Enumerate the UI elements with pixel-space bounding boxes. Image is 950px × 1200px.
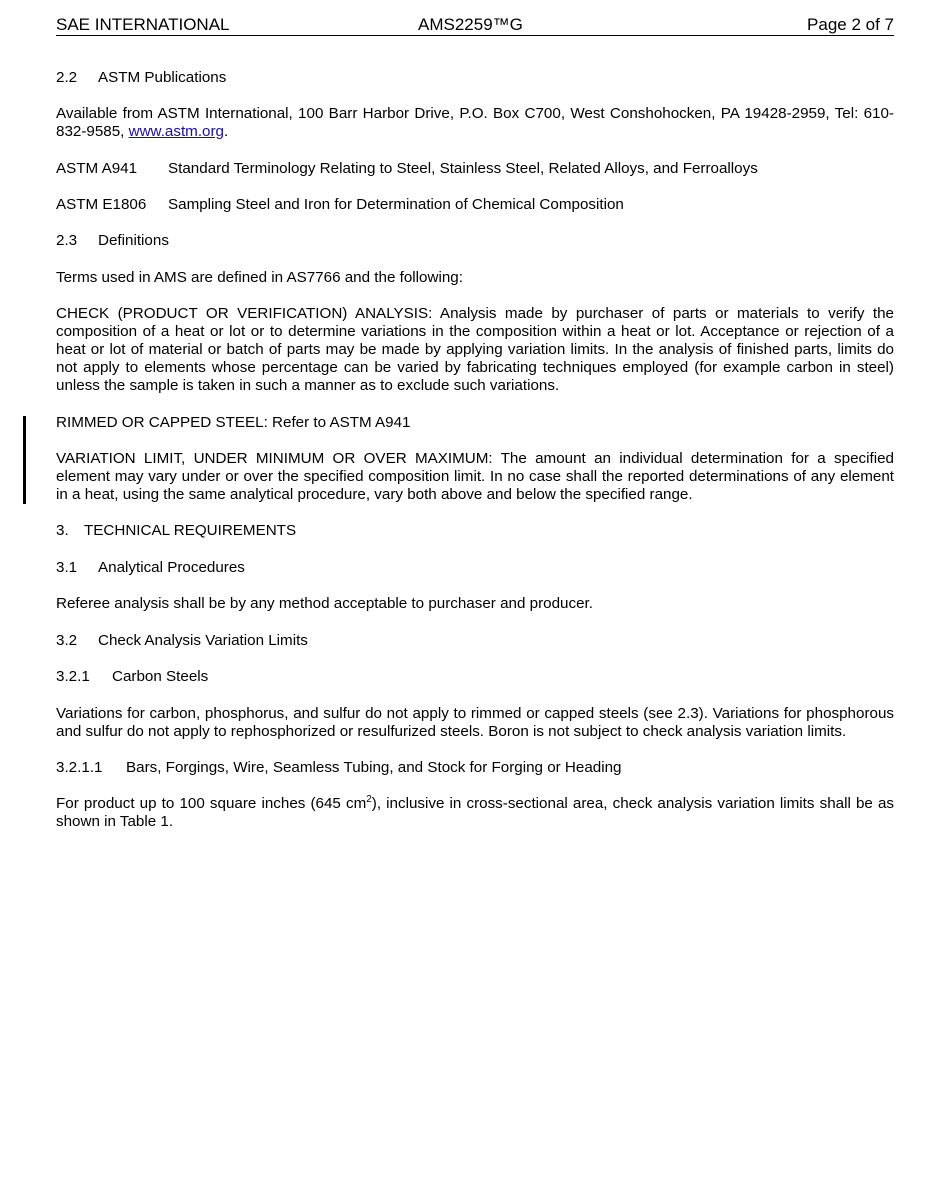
reference-title: Sampling Steel and Iron for Determination of Chemical Composition: [168, 196, 624, 213]
reference-id: ASTM A941: [56, 160, 138, 177]
definition-rimmed-steel: RIMMED OR CAPPED STEEL: Refer to ASTM A941: [56, 414, 411, 431]
header-document-id: AMS2259™G: [418, 15, 523, 34]
section-title: Check Analysis Variation Limits: [98, 632, 308, 649]
astm-availability-paragraph: [56, 105, 894, 141]
section-number: 3.2.1.1: [56, 759, 103, 776]
reference-id: ASTM E1806: [56, 196, 147, 213]
section-number: 3.: [56, 522, 69, 539]
section-number: 2.2: [56, 69, 78, 86]
section-title: Definitions: [98, 232, 169, 249]
section-title: ASTM Publications: [98, 69, 227, 86]
reference-astm-e1806: [56, 196, 894, 214]
definition-check-analysis: CHECK (PRODUCT OR VERIFICATION) ANALYSIS: Analysis made by purchaser of parts or materials to verify the composition of a heat or lot or to determine variations in the composition within a heat or lot. Acceptance or rejection of a heat or lot of material or batch of parts may be made by applying variation limits. In the analysis of finished parts, limits do not apply to elements whose percentage can be varied by fabricating techniques employed (for example carbon in steel) unless the sample is taken in such a manner as to exclude such variations.: [56, 305, 894, 394]
header-page-number: Page 2 of 7: [807, 15, 894, 34]
reference-astm-a941: [56, 160, 894, 178]
astm-website-link[interactable]: www.astm.org: [128, 123, 224, 140]
section-title: Analytical Procedures: [98, 559, 245, 576]
definitions-intro: Terms used in AMS are defined in AS7766 and the following:: [56, 269, 463, 286]
section-title: Bars, Forgings, Wire, Seamless Tubing, and Stock for Forging or Heading: [126, 759, 622, 776]
product-size-paragraph: [56, 795, 894, 831]
reference-title: Standard Terminology Relating to Steel, Stainless Steel, Related Alloys, and Ferroalloys: [168, 160, 758, 177]
section-number: 3.2.1: [56, 668, 90, 685]
section-number: 3.2: [56, 632, 78, 649]
definition-variation-limit: VARIATION LIMIT, UNDER MINIMUM OR OVER MAXIMUM: The amount an individual determination for a specified element may vary under or over the specified composition limit. In no case shall the reported determinations of any element in a heat, using the same analytical procedure, vary both above and below the specified range.: [56, 450, 894, 503]
section-number: 2.3: [56, 232, 78, 249]
section-title: Carbon Steels: [112, 668, 209, 685]
product-text-after: ), inclusive in cross-sectional area, check analysis variation limits shall be as shown in Table 1.: [56, 795, 894, 830]
section-heading-2-3: [56, 232, 894, 250]
section-title: TECHNICAL REQUIREMENTS: [84, 522, 297, 539]
carbon-steels-text: Variations for carbon, phosphorus, and sulfur do not apply to rimmed or capped steels (see 2.3). Variations for phosphorous and sulfur do not apply to rephosphorized or resulfurized steels. Boron is not subject to check analysis variation limits.: [56, 705, 894, 740]
availability-text: Available from ASTM International, 100 Barr Harbor Drive, P.O. Box C700, West Conshohocken, PA 19428-2959, Tel: 610-832-9585,: [56, 105, 894, 140]
revision-change-bar: [23, 416, 26, 504]
availability-end: .: [224, 123, 229, 140]
superscript-squared: 2: [366, 793, 372, 805]
header-organization: SAE INTERNATIONAL: [56, 15, 230, 34]
section-number: 3.1: [56, 559, 78, 576]
section-heading-3-2: [56, 632, 894, 650]
product-text-before: For product up to 100 square inches (645 cm: [56, 795, 367, 812]
section-heading-2-2: [56, 69, 894, 87]
section-heading-3-2-1-1: [56, 759, 894, 777]
section-heading-3: [56, 522, 894, 540]
page-header: [56, 15, 894, 36]
section-heading-3-1: [56, 559, 894, 577]
section-heading-3-2-1: [56, 668, 894, 686]
referee-analysis-text: Referee analysis shall be by any method acceptable to purchaser and producer.: [56, 595, 593, 612]
